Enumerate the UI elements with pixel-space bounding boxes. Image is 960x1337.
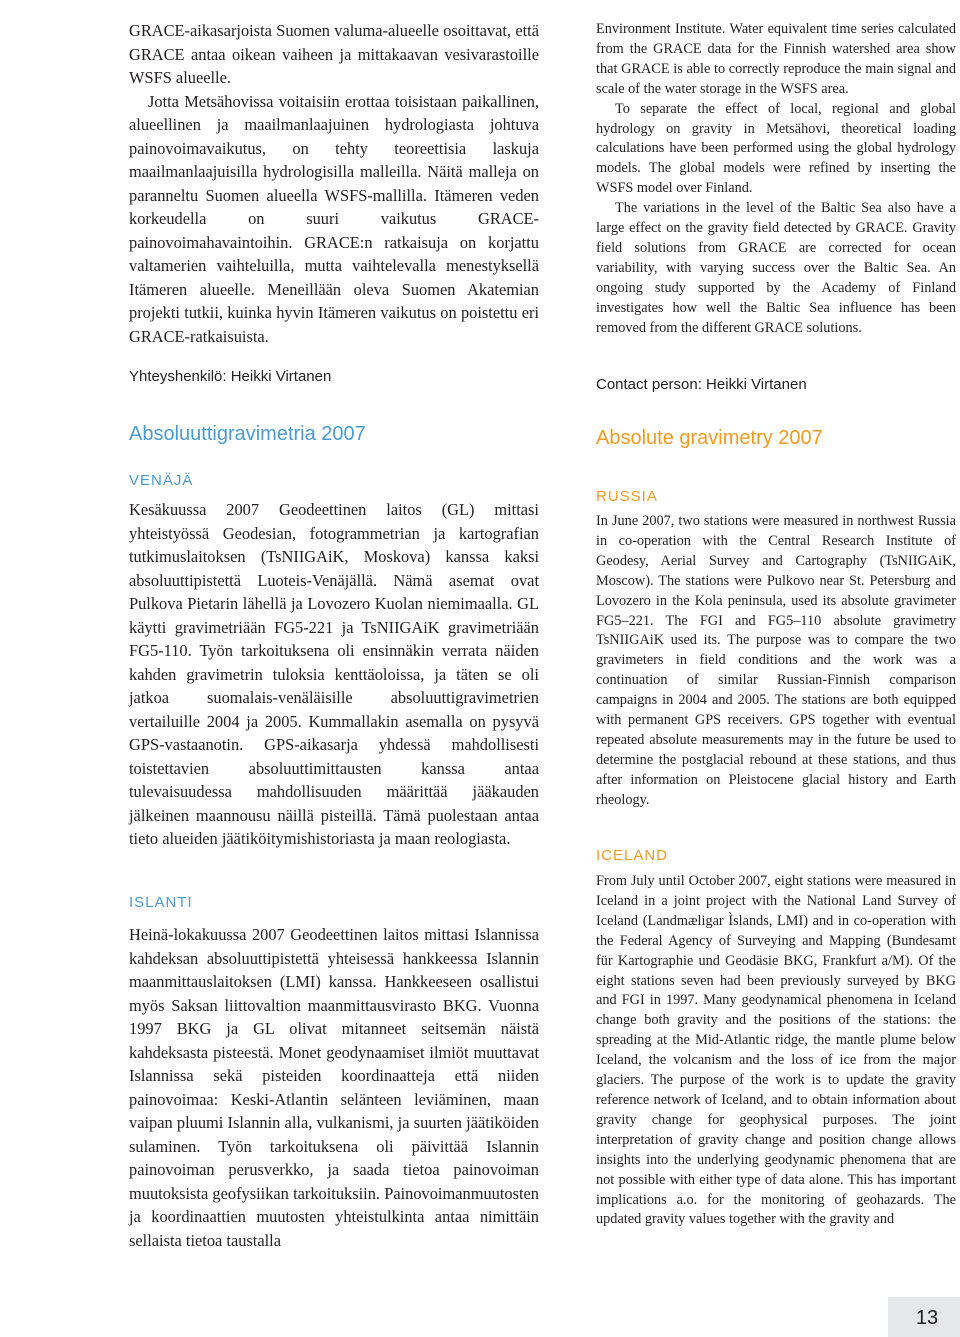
finnish-iceland-block: [129, 923, 539, 1252]
finnish-grace-text: [129, 19, 539, 348]
english-section-title: Absolute gravimetry 2007: [596, 427, 823, 449]
finnish-contact-person: Yhteyshenkilö: Heikki Virtanen: [129, 368, 332, 385]
finnish-intro-paragraph-2: Jotta Metsähovissa voitaisiin erottaa toisistaan paikallinen, alueellinen ja maailmanlaajuinen hydrologiasta johtuva painovoimavaikutus, on tehty teoreettisia laskuja maailmanlaajuisilla hydrologisilla malleilla. Näitä malleja on paranneltu Suomen alueella WSFS-mallilla. Itämeren veden korkeudella on suuri vaikutus GRACE-painovoimahavaintoihin. GRACE:n ratkaisuja on korjattu valtamerien vaihteluilla, mutta vaihtelevalla menestyksellä Itämeren alueelle. Meneillään oleva Suomen Akatemian projekti tutkii, kuinka hyvin Itämeren vaikutus on poistettu eri GRACE-ratkaisuista.: [129, 91, 539, 346]
english-iceland-paragraph: From July until October 2007, eight stations were measured in Iceland in a joint project with the National Land Survey of Iceland (Landmæligar Ìslands, LMI) and in co-operation with the Federal Agency of Surveying and Mapping (Bundesamt für Kartographie und Geodäsie BKG, Frankfurt a/M). Of the eight stations seven had been previously surveyed by BKG and FGI in 1997. Many geodynamical phenomena in Iceland change both gravity and the positions of the stations: the spreading at the Mid-Atlantic ridge, the mantle plume below Iceland, the volcanism and the loss of ice from the major glaciers. The purpose of the work is to update the gravity reference network of Iceland, and to obtain information about gravity change for geophysical purposes. The joint interpretation of gravity change and position change allows insights into the underlying geodynamic phenomena that are not possible with either type of data alone. This has important implications a.o. for the monitoring of geohazards. The updated gravity values together with the gravity and: [596, 873, 956, 1228]
english-intro-paragraph-2: To separate the effect of local, regional and global hydrology on gravity in Metsähovi, theoretical loading calculations have been performed using the global hydrology models. The global models were refined by inserting the WSFS model over Finland.: [596, 100, 956, 197]
finnish-iceland-paragraph: Heinä-lokakuussa 2007 Geodeettinen laitos mittasi Islannissa kahdeksan absoluuttipistettä yhteisessä hankkeessa Islannin maanmittauslaitoksen (LMI) kanssa. Hankkeeseen osallistui myös Saksan liittovaltion maanmittausvirasto BKG. Vuonna 1997 BKG ja GL olivat mitanneet seitsemän näistä kahdeksasta pisteestä. Monet geodynaamiset ilmiöt muuttavat Islannissa sekä pisteiden koordinaatteja että niiden painovoimaa: Keski-Atlantin selänteen leviäminen, maan vaipan pluumi Islannin alla, vulkanismi, ja suurten jäätiköiden sulaminen. Työn tarkoituksena oli päivittää Islannin painovoiman perusverkko, ja saada tietoa painovoiman muutoksista geofysiikan tarkoituksiin. Painovoimanmuutosten ja koordinaattien muutosten yhteistulkinta antaa nimittäin sellaista tietoa taustalla: [129, 925, 539, 1250]
finnish-intro-paragraph-1: GRACE-aikasarjoista Suomen valuma-alueelle osoittavat, että GRACE antaa oikean vaiheen ja mittakaavan vesivarastoille WSFS alueelle.: [129, 21, 539, 87]
finnish-russia-block: [129, 498, 539, 851]
english-grace-text: [596, 20, 956, 339]
english-iceland-block: [596, 872, 956, 1230]
finnish-section-title: Absoluuttigravimetria 2007: [129, 423, 366, 445]
finnish-russia-heading: VENÄJÄ: [129, 472, 194, 489]
english-contact-person: Contact person: Heikki Virtanen: [596, 376, 807, 393]
page-number: 13: [888, 1297, 960, 1337]
finnish-iceland-heading: ISLANTI: [129, 894, 193, 911]
english-intro-paragraph-1: Environment Institute. Water equivalent time series calculated from the GRACE data for the Finnish watershed area show that GRACE is able to correctly reproduce the main signal and scale of the water storage in the WSFS area.: [596, 21, 956, 97]
english-russia-block: [596, 512, 956, 811]
english-intro-paragraph-3: The variations in the level of the Baltic Sea also have a large effect on the gravity field detected by GRACE. Gravity field solutions from GRACE are corrected for ocean variability, with varying success over the Baltic Sea. An ongoing study supported by the Academy of Finland investigates how well the Baltic Sea influence has been removed from the different GRACE solutions.: [596, 200, 956, 336]
english-iceland-heading: ICELAND: [596, 847, 669, 864]
finnish-russia-paragraph: Kesäkuussa 2007 Geodeettinen laitos (GL) mittasi yhteistyössä Geodesian, fotogrammetrian ja kartografian tutkimuslaitoksen (TsNIIGAiK, Moskova) kanssa kaksi absoluuttipistettä Luoteis-Venäjällä. Nämä asemat ovat Pulkova Pietarin lähellä ja Lovozero Kuolan niemimaalla. GL käytti gravimetriään FG5-221 ja TsNIIGAiK gravimetriään FG5-110. Työn tarkoituksena oli ensinnäkin verrata näiden kahden gravimetrin tuloksia kenttäoloissa, ja täten se oli jatkoa suomalais-venäläisille absoluuttigravimetrien vertailuille 2004 ja 2005. Kummallakin asemalla on pysyvä GPS-vastaanotin. GPS-aikasarja yhdessä mahdollisesti toistettavien absoluuttimittausten kanssa antaa tulevaisuudessa mahdollisuuden määrittää jääkauden jälkeinen maannousu näillä pisteillä. Tämä puolestaan antaa tieto alueiden jäätiköitymishistoriasta ja maan reologiasta.: [129, 500, 539, 848]
english-russia-paragraph: In June 2007, two stations were measured in northwest Russia in co-operation with the Central Research Institute of Geodesy, Aerial Survey and Cartography (TsNIIGAiK, Moscow). The stations were Pulkovo near St. Petersburg and Lovozero in the Kola peninsula, used its absolute gravimeter FG5–221. The FGI and FG5–110 absolute gravimetry TsNIIGAiK used its. The purpose was to compare the two gravimeters in field conditions and the work was a continuation of similar Russian-Finnish comparison campaigns in 2004 and 2005. The stations are both equipped with permanent GPS receivers. GPS together with eventual repeated absolute measurements may in the future be used to determine the postglacial rebound at these stations, and thus after information on Pleistocene glacial history and Earth rheology.: [596, 513, 956, 808]
english-russia-heading: RUSSIA: [596, 488, 658, 505]
